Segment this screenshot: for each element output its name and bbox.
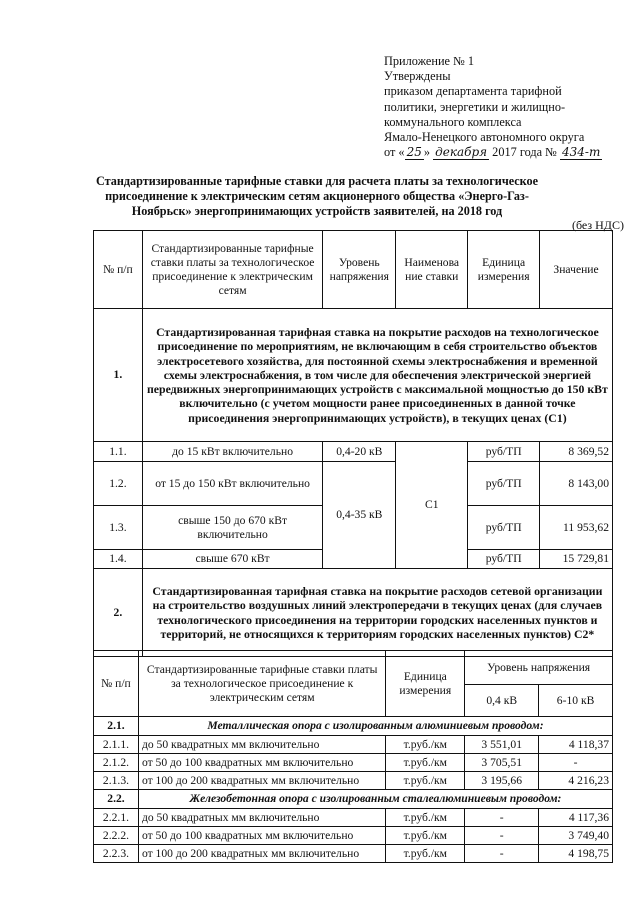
approval-block [384, 54, 624, 160]
header-voltage-6-10: 6-10 кВ [539, 685, 613, 717]
row-number: 2.1.3. [94, 772, 139, 790]
header-num: № п/п [94, 231, 143, 309]
group-number: 2.2. [94, 790, 139, 809]
order-date-line [384, 145, 624, 160]
voltage-cell: 0,4-20 кВ [323, 442, 396, 462]
unit-cell: руб/ТП [468, 442, 540, 462]
value-04-cell: 3 551,01 [465, 736, 539, 754]
unit-cell: т.руб./км [386, 827, 465, 845]
appendix-line: Приложение № 1 [384, 54, 475, 68]
value-6-10-cell: 4 198,75 [539, 845, 613, 863]
tariff-table-c2 [93, 650, 613, 863]
header-name: Стандартизированные тарифные ставки платы за технологическое присоединение к электрическим сетям [142, 231, 323, 309]
unit-cell: т.руб./км [386, 754, 465, 772]
table-row [94, 462, 613, 506]
value-04-cell: 3 195,66 [465, 772, 539, 790]
row-number: 2.2.3. [94, 845, 139, 863]
value-cell: 8 143,00 [540, 462, 613, 506]
value-cell: 11 953,62 [540, 506, 613, 550]
row-name: от 100 до 200 квадратных мм включительно [138, 772, 385, 790]
unit-cell: руб/ТП [468, 462, 540, 506]
value-cell: 8 369,52 [540, 442, 613, 462]
document-title: Стандартизированные тарифные ставки для расчета платы за технологическое присоединение к электрическим сетям акционерного общества «Энерго-Газ-Ноябрьск» энергопринимающих устройств заявителей, на 2018 год [95, 174, 539, 218]
header-rate-name: Наименова ние ставки [396, 231, 468, 309]
row-name: до 50 квадратных мм включительно [138, 809, 385, 827]
row-number: 2.2.1. [94, 809, 139, 827]
row-name: до 50 квадратных мм включительно [138, 736, 385, 754]
header-name: Стандартизированные тарифные ставки платы за технологическое присоединение к электрическим сетям [138, 651, 385, 717]
row-number: 1.3. [94, 506, 143, 550]
row-name: до 15 кВт включительно [142, 442, 323, 462]
row-number: 1.4. [94, 550, 143, 569]
section-row [94, 569, 613, 657]
date-prefix: от « [384, 145, 405, 160]
value-04-cell: 3 705,51 [465, 754, 539, 772]
unit-cell: руб/ТП [468, 506, 540, 550]
header-voltage-04: 0,4 кВ [465, 685, 539, 717]
appendix-line: Ямало-Ненецкого автономного округа [384, 130, 585, 145]
rate-name-cell: С1 [396, 442, 468, 569]
table-row [94, 845, 613, 863]
voltage-cell: 0,4-35 кВ [323, 462, 396, 569]
row-number: 1.1. [94, 442, 143, 462]
row-name: свыше 670 кВт [142, 550, 323, 569]
section-row [94, 309, 613, 442]
value-04-cell: - [465, 827, 539, 845]
unit-cell: т.руб./км [386, 736, 465, 754]
row-name: свыше 150 до 670 кВт включительно [142, 506, 323, 550]
appendix-line: политики, энергетики и жилищно- [384, 99, 566, 114]
row-name: от 100 до 200 квадратных мм включительно [138, 845, 385, 863]
row-number: 2.1.2. [94, 754, 139, 772]
row-name: от 15 до 150 кВт включительно [142, 462, 323, 506]
table-row [94, 827, 613, 845]
row-number: 1.2. [94, 462, 143, 506]
row-name: от 50 до 100 квадратных мм включительно [138, 827, 385, 845]
vat-note: (без НДС) [571, 218, 624, 232]
unit-cell: т.руб./км [386, 809, 465, 827]
tariff-table-c1 [93, 230, 613, 657]
quote-close: » [423, 145, 431, 160]
table-header-row [94, 651, 613, 685]
group-title: Железобетонная опора с изолированным сталеалюминиевым проводом: [138, 790, 612, 809]
handwritten-day: 25 [406, 145, 422, 160]
table-row [94, 809, 613, 827]
value-04-cell: - [465, 845, 539, 863]
table-header-row [94, 231, 613, 309]
value-6-10-cell: 3 749,40 [539, 827, 613, 845]
value-6-10-cell: 4 216,23 [539, 772, 613, 790]
section-number: 1. [94, 309, 143, 442]
group-number: 2.1. [94, 717, 139, 736]
table-row [94, 754, 613, 772]
group-row [94, 717, 613, 736]
appendix-line: приказом департамента тарифной [384, 84, 562, 99]
handwritten-month: декабря [435, 145, 488, 160]
table-row [94, 442, 613, 462]
header-unit: Единица измерения [468, 231, 540, 309]
value-6-10-cell: 4 118,37 [539, 736, 613, 754]
header-voltage: Уровень напряжения [465, 651, 613, 685]
appendix-line: Утверждены [384, 69, 451, 84]
group-title: Металлическая опора с изолированным алюминиевым проводом: [138, 717, 612, 736]
group-row [94, 790, 613, 809]
value-cell: 15 729,81 [540, 550, 613, 569]
section-number: 2. [94, 569, 143, 657]
header-num: № п/п [94, 651, 139, 717]
value-6-10-cell: 4 117,36 [539, 809, 613, 827]
value-6-10-cell: - [539, 754, 613, 772]
appendix-line: коммунального комплекса [384, 114, 522, 129]
row-name: от 50 до 100 квадратных мм включительно [138, 754, 385, 772]
row-number: 2.2.2. [94, 827, 139, 845]
unit-cell: руб/ТП [468, 550, 540, 569]
section-title: Стандартизированная тарифная ставка на покрытие расходов на технологическое присоединение по мероприятиям, не включающим в себя строительство объектов электросетевого хозяйства, для постоянной схемы электроснабжения и временной схемы электроснабжения, в том числе для обеспечения электрической энергией передвижных энергопринимающих устройств с максимальной мощностью до 150 кВт включительно (с учетом мощности ранее присоединенных в данной точке присоединения энергопринимающих устройств), в текущих ценах (С1) [142, 309, 612, 442]
handwritten-order-number: 434-т [561, 145, 601, 160]
table-row [94, 736, 613, 754]
section-title: Стандартизированная тарифная ставка на покрытие расходов сетевой организации на строительство воздушных линий электропередачи в текущих ценах (для случаев технологического присоединения на территории городских населенных пунктов и территорий, не относящихся к территориям городских населенных пунктов) С2* [142, 569, 612, 657]
year-text: 2017 года № [492, 145, 557, 160]
unit-cell: т.руб./км [386, 845, 465, 863]
row-number: 2.1.1. [94, 736, 139, 754]
header-voltage: Уровень напряжения [323, 231, 396, 309]
header-unit: Единица измерения [386, 651, 465, 717]
unit-cell: т.руб./км [386, 772, 465, 790]
table-row [94, 772, 613, 790]
header-value: Значение [540, 231, 613, 309]
value-04-cell: - [465, 809, 539, 827]
